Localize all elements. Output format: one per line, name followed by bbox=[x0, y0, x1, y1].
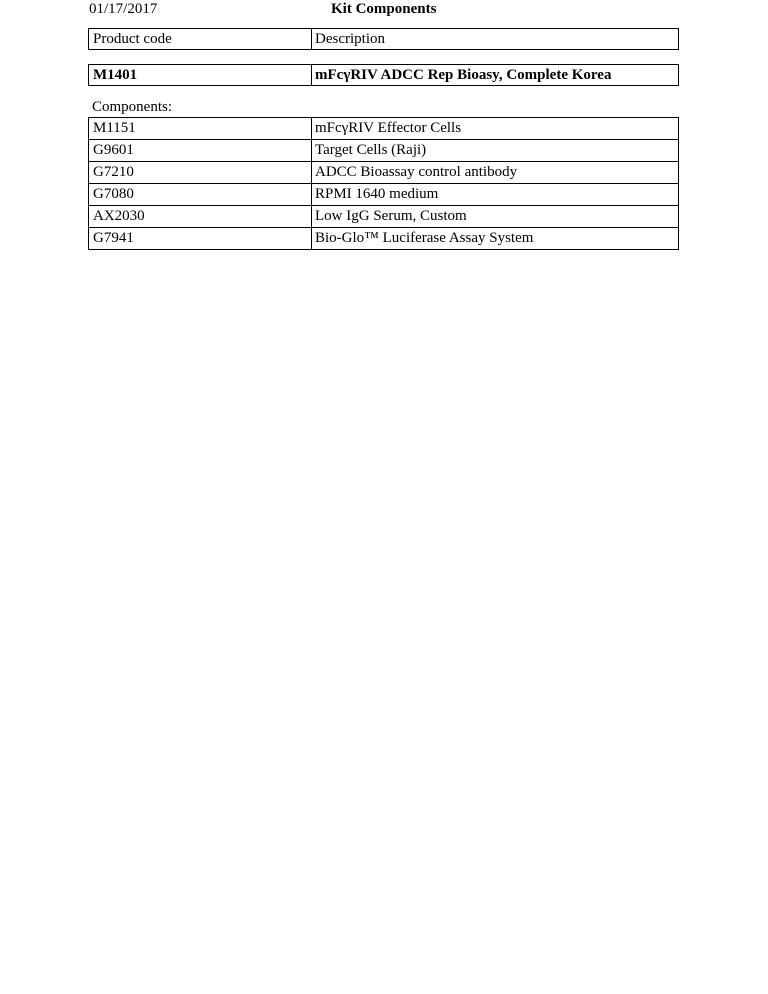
table-row bbox=[89, 161, 678, 183]
table-row bbox=[89, 118, 678, 139]
product-row bbox=[88, 64, 679, 86]
product-code: M1401 bbox=[89, 65, 312, 85]
component-description: Target Cells (Raji) bbox=[315, 142, 427, 158]
page-date: 01/17/2017 bbox=[89, 1, 158, 17]
component-code: AX2030 bbox=[89, 206, 312, 227]
components-table bbox=[88, 117, 679, 250]
table-row bbox=[89, 183, 678, 205]
product-description: mFcγRIV ADCC Rep Bioasy, Complete Korea bbox=[315, 67, 612, 83]
column-header-product-code: Product code bbox=[89, 29, 312, 49]
component-code: G7941 bbox=[89, 228, 312, 249]
table-row bbox=[89, 227, 678, 249]
column-header-row bbox=[88, 28, 679, 50]
page-title: Kit Components bbox=[331, 1, 437, 17]
component-description: Bio-Glo™ Luciferase Assay System bbox=[315, 230, 534, 246]
component-code: M1151 bbox=[89, 118, 312, 139]
component-code: G9601 bbox=[89, 140, 312, 161]
table-row bbox=[89, 139, 678, 161]
component-description: RPMI 1640 medium bbox=[315, 186, 439, 202]
component-code: G7210 bbox=[89, 162, 312, 183]
component-description: mFcγRIV Effector Cells bbox=[315, 120, 462, 136]
component-description: ADCC Bioassay control antibody bbox=[315, 164, 518, 180]
column-header-description: Description bbox=[315, 31, 385, 47]
table-row bbox=[89, 205, 678, 227]
components-label: Components: bbox=[92, 99, 173, 115]
component-description: Low IgG Serum, Custom bbox=[315, 208, 467, 224]
component-code: G7080 bbox=[89, 184, 312, 205]
